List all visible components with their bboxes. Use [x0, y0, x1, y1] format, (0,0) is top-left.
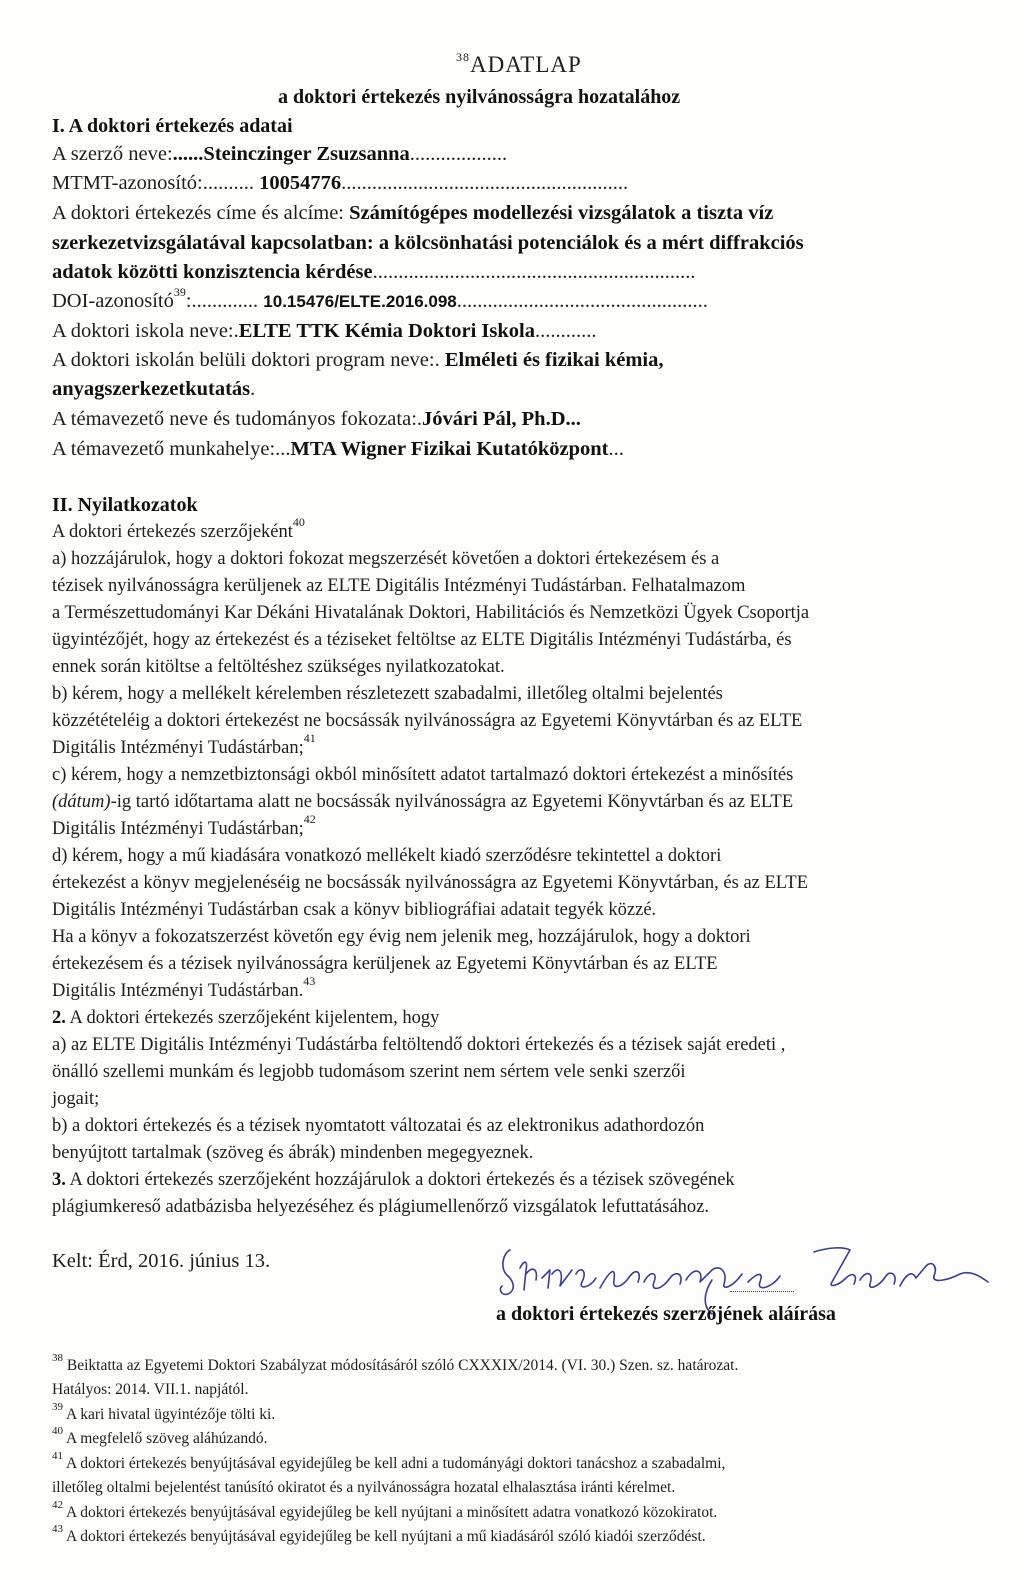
thesis-title-line-1: A doktori értekezés címe és alcíme: Számítógépes modellezési vizsgálatok a tiszta víz [52, 202, 774, 224]
supervisor-value: Jóvári Pál, Ph.D... [422, 408, 581, 430]
document-subtitle: a doktori értekezés nyilvánosságra hozatalához [278, 86, 681, 108]
program-line-2: anyagszerkezetkutatás. [52, 378, 256, 400]
footnote-38-cont: Hatályos: 2014. VII.1. napjától. [52, 1381, 249, 1398]
doctoral-school-value: ELTE TTK Kémia Doktori Iskola [238, 320, 535, 342]
paragraph-d-line: Digitális Intézményi Tudástárban csak a könyv bibliográfiai adatait tegyék közzé. [52, 900, 657, 920]
point-3-line: 3. A doktori értekezés szerzőjeként hozzájárulok a doktori értekezés és a tézisek szövegének [52, 1170, 735, 1190]
paragraph-c-line: Digitális Intézményi Tudástárban;$^{42}$ [52, 812, 316, 839]
paragraph-c-line: (dátum)-ig tartó időtartama alatt ne bocsássák nyilvánosságra az Egyetemi Könyvtárban és az ELTE [52, 792, 794, 812]
paragraph-a-line: ügyintézőjét, hogy az értekezést és a téziseket feltöltse az ELTE Digitális Intézményi Tudástárba, és [52, 630, 792, 650]
paragraph-a-line: ennek során kitöltse a feltöltéshez szükséges nyilatkozatokat. [52, 657, 505, 677]
paragraph-e-line: értekezésem és a tézisek nyilvánosságra kerüljenek az Egyetemi Könyvtárban és az ELTE [52, 954, 718, 974]
point-2b-line: b) a doktori értekezés és a tézisek nyomtatott változatai és az elektronikus adathordozón [52, 1116, 705, 1136]
workplace-value: MTA Wigner Fizikai Kutatóközpont [290, 438, 609, 460]
signature-caption: a doktori értekezés szerzőjének aláírása [496, 1303, 836, 1325]
paragraph-a-line: a Természettudományi Kar Dékáni Hivatalának Doktori, Habilitációs és Nemzetközi Ügyek Csoportja [52, 603, 810, 623]
author-value: Steinczinger Zsuzsanna [203, 143, 410, 165]
point-2a-line: önálló szellemi munkám és legjobb tudomásom szerint nem sértem vele senki szerzői [52, 1062, 686, 1082]
paragraph-b-line: b) kérem, hogy a mellékelt kérelemben részletezett szabadalmi, illetőleg oltalmi bejelentés [52, 684, 723, 704]
thesis-title-line-3: adatok közötti konzisztencia kérdése............................................................... [52, 261, 696, 283]
paragraph-d-line: d) kérem, hogy a mű kiadására vonatkozó mellékelt kiadó szerződésre tekintettel a doktori [52, 846, 722, 866]
paragraph-a-line: a) hozzájárulok, hogy a doktori fokozat megszerzését követően a doktori értekezésem és a [52, 549, 720, 569]
footnote-42: $^{42}$ A doktori értekezés benyújtásával egyidejűleg be kell nyújtani a minősített adatra vonatkozó közokiratot. [52, 1499, 718, 1521]
workplace-line: A témavezető munkahelye:...MTA Wigner Fizikai Kutatóközpont... [52, 438, 624, 460]
footnote-41: $^{41}$ A doktori értekezés benyújtásával egyidejűleg be kell adni a tudományági doktori tanácshoz a szabadalmi, [52, 1450, 726, 1472]
point-2-line: 2. A doktori értekezés szerzőjeként kijelentem, hogy [52, 1008, 440, 1028]
mtmt-value: 10054776 [259, 172, 342, 194]
paragraph-b-line: Digitális Intézményi Tudástárban;$^{41}$ [52, 731, 316, 758]
footnote-38: $^{38}$ Beiktatta az Egyetemi Doktori Szabályzat módosításáról szóló CXXXIX/2014. (VI. 30.) Szen. sz. határozat. [52, 1352, 739, 1374]
title-footnote-mark: 38 [456, 50, 470, 64]
footnote-40: $^{40}$ A megfelelő szöveg aláhúzandó. [52, 1425, 268, 1447]
doi-line: DOI-azonosító$^{39}$:............. 10.15476/ELTE.2016.098................................................. [52, 285, 708, 312]
supervisor-line: A témavezető neve és tudományos fokozata:.Jóvári Pál, Ph.D... [52, 408, 581, 430]
paragraph-a-line: tézisek nyilvánosságra kerüljenek az ELTE Digitális Intézményi Tudástárban. Felhatalmazom [52, 576, 746, 596]
program-line-1: A doktori iskolán belüli doktori program neve:. Elméleti és fizikai kémia, [52, 349, 664, 371]
footnote-43: $^{43}$ A doktori értekezés benyújtásával egyidejűleg be kell nyújtani a mű kiadásáról szóló kiadói szerződést. [52, 1523, 706, 1545]
signature-dotted-line [730, 1290, 794, 1292]
document-title: $^{38}$ADATLAP [456, 50, 582, 77]
doi-value: 10.15476/ELTE.2016.098 [263, 292, 457, 311]
paragraph-e-line: Digitális Intézményi Tudástárban.$^{43}$ [52, 974, 316, 1001]
paragraph-c-line: c) kérem, hogy a nemzetbiztonsági okból minősített adatot tartalmazó doktori értekezést a minősítés [52, 765, 794, 785]
doctoral-school-line: A doktori iskola neve:.ELTE TTK Kémia Doktori Iskola............ [52, 320, 597, 342]
declaration-intro: A doktori értekezés szerzőjeként$^{40}$ [52, 515, 305, 542]
author-line: A szerző neve:......Steinczinger Zsuzsanna................... [52, 143, 508, 165]
paragraph-d-line: értekezést a könyv megjelenéséig ne bocsássák nyilvánosságra az Egyetemi Könyvtárban, és az ELTE [52, 873, 808, 893]
paragraph-b-line: közzétételéig a doktori értekezést ne bocsássák nyilvánosságra az Egyetemi Könyvtárban és az ELTE [52, 711, 803, 731]
footnote-39: $^{39}$ A kari hivatal ügyintézője tölti ki. [52, 1401, 276, 1423]
mtmt-line: MTMT-azonosító:.......... 10054776........................................................ [52, 172, 629, 194]
point-3-line: plágiumkereső adatbázisba helyezéséhez és plágiumellenőrző vizsgálatok lefuttatásához. [52, 1197, 709, 1217]
section1-heading: I. A doktori értekezés adatai [52, 115, 293, 137]
point-2a-line: jogait; [52, 1089, 100, 1109]
footnote-41-cont: illetőleg oltalmi bejelentést tanúsító okiratot és a nyilvánosságra hozatal elhalasztása iránti kérelmet. [52, 1479, 676, 1496]
paragraph-e-line: Ha a könyv a fokozatszerzést követőn egy évig nem jelenik meg, hozzájárulok, hogy a doktori [52, 927, 751, 947]
place-date: Kelt: Érd, 2016. június 13. [52, 1250, 271, 1272]
point-2b-line: benyújtott tartalmak (szöveg és ábrák) mindenben megegyeznek. [52, 1143, 534, 1163]
section2-heading: II. Nyilatkozatok [52, 494, 198, 516]
point-2a-line: a) az ELTE Digitális Intézményi Tudástárba feltöltendő doktori értekezés és a tézisek saját eredeti , [52, 1035, 786, 1055]
thesis-title-line-2: szerkezetvizsgálatával kapcsolatban: a kölcsönhatási potenciálok és a mért diffrakciós [52, 232, 804, 254]
